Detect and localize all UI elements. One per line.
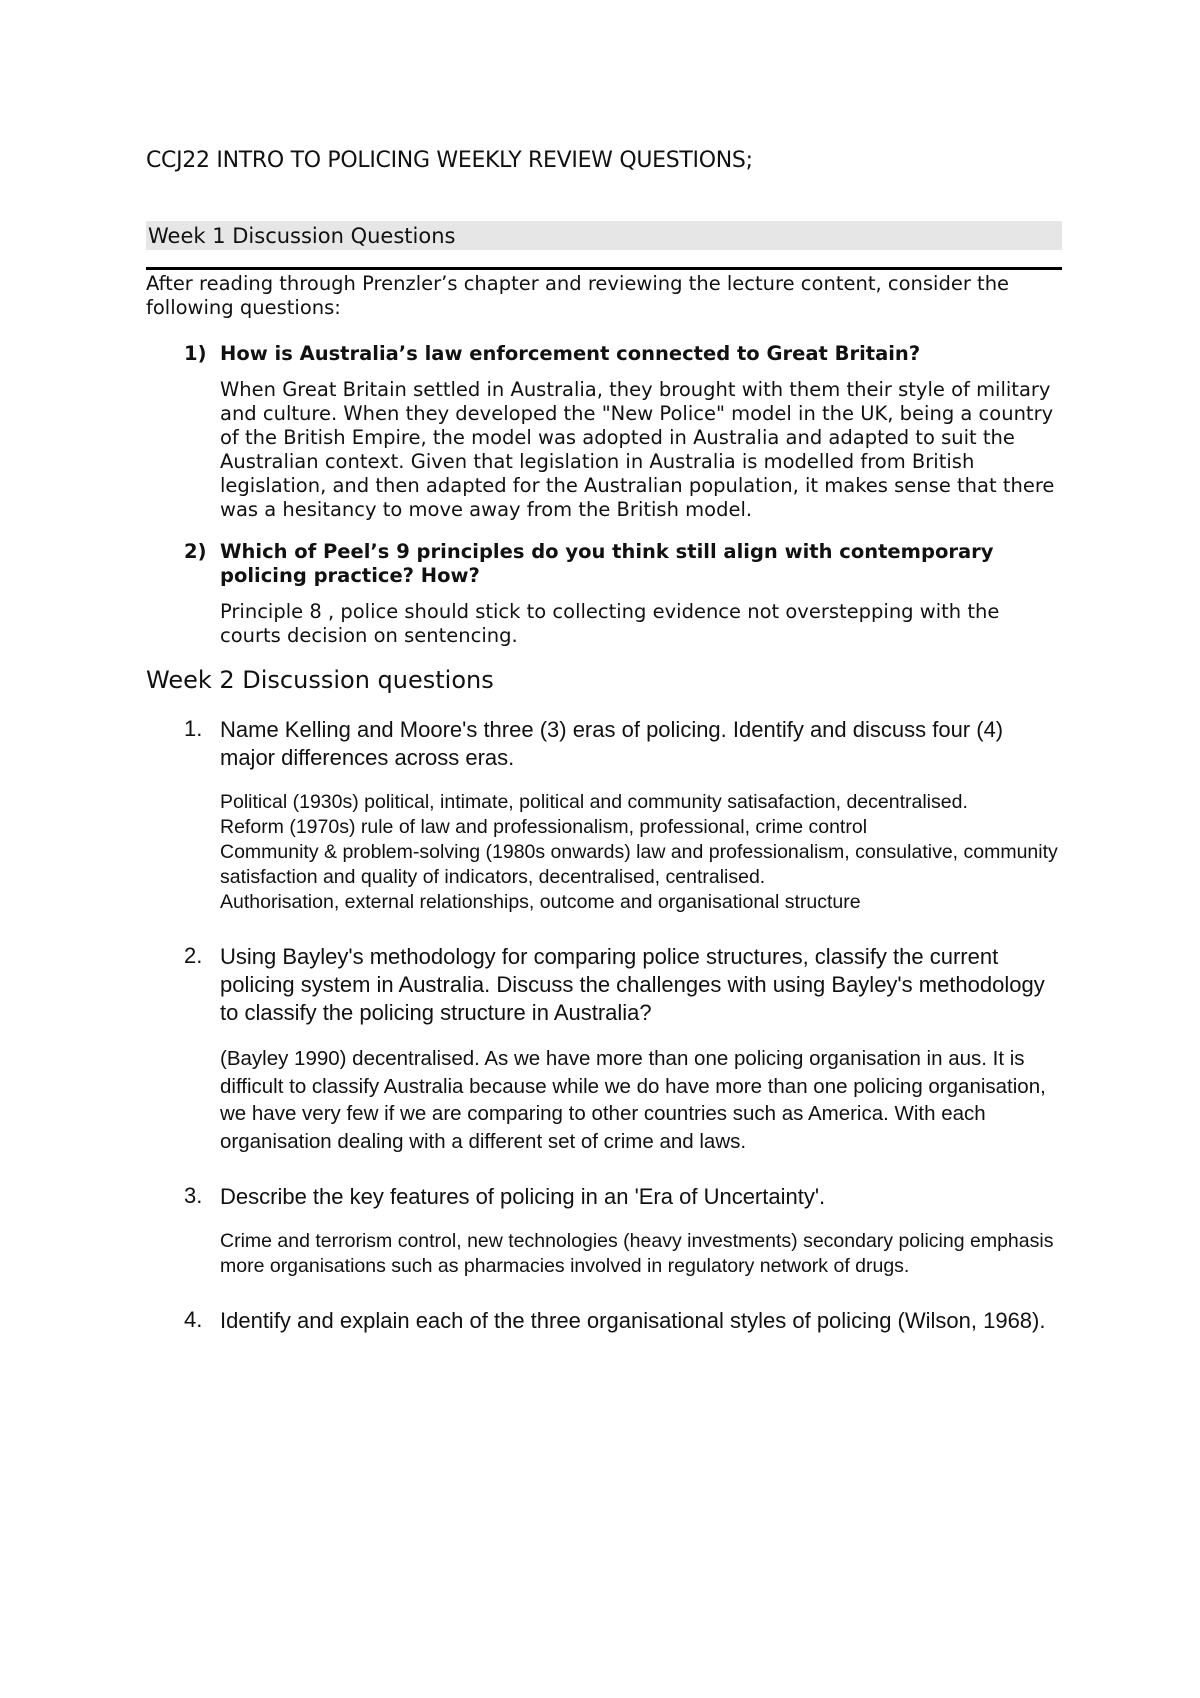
question-text: Using Bayley's methodology for comparing police structures, classify the current policing system in Australia. Discuss the challenges with using Bayley's methodology to classify the policing structure in Australia? <box>220 944 1045 1025</box>
answer-line: Crime and terrorism control, new technologies (heavy investments) secondary policing emphasis more organisations such as pharmacies involved in regulatory network of drugs. <box>220 1230 1054 1277</box>
answer-line: (Bayley 1990) decentralised. As we have more than one policing organisation in aus. It is difficult to classify Australia because while we do have more than one policing organisation, we have very few if we are comparing to other countries such as America. With each organisation dealing with a different set of crime and laws. <box>220 1047 1046 1153</box>
answer-line: Political (1930s) political, intimate, political and community satisafaction, decentralised. <box>220 791 968 813</box>
week2-heading: Week 2 Discussion questions <box>146 666 494 694</box>
week2-question-list <box>146 716 1062 1335</box>
question-number: 1) <box>184 342 207 365</box>
question-text: Identify and explain each of the three organisational styles of policing (Wilson, 1968). <box>220 1308 1046 1333</box>
heading-rule <box>146 267 1062 270</box>
question-text: Which of Peel’s 9 principles do you think still align with contemporary policing practice? How? <box>220 540 994 587</box>
week2-question-item <box>146 1307 1062 1335</box>
question-number: 4. <box>184 1307 203 1332</box>
question-number: 2. <box>184 943 203 968</box>
answer-line: Community & problem-solving (1980s onwards) law and professionalism, consulative, community satisfaction and quality of indicators, decentralised, centralised. <box>220 841 1058 888</box>
answer-block <box>220 1045 1062 1155</box>
answer-block <box>220 1229 1062 1279</box>
document-title: CCJ22 INTRO TO POLICING WEEKLY REVIEW QUESTIONS; <box>146 148 753 173</box>
question-number: 3. <box>184 1183 203 1208</box>
week1-question-item <box>146 540 1062 648</box>
answer-text: Principle 8 , police should stick to collecting evidence not overstepping with the courts decision on sentencing. <box>220 600 1000 647</box>
question-text: How is Australia’s law enforcement connected to Great Britain? <box>220 342 921 365</box>
document-page <box>146 148 1062 1353</box>
week1-question-list <box>146 342 1062 648</box>
week1-heading: Week 1 Discussion Questions <box>146 221 1062 250</box>
week1-intro: After reading through Prenzler’s chapter and reviewing the lecture content, consider the following questions: <box>146 272 1010 319</box>
week1-question-item <box>146 342 1062 522</box>
answer-line: Authorisation, external relationships, outcome and organisational structure <box>220 891 861 913</box>
answer-block <box>220 790 1062 915</box>
week2-question-item <box>146 716 1062 915</box>
week2-question-item <box>146 943 1062 1155</box>
question-text: Name Kelling and Moore's three (3) eras of policing. Identify and discuss four (4) major differences across eras. <box>220 717 1004 770</box>
question-text: Describe the key features of policing in an 'Era of Uncertainty'. <box>220 1184 826 1209</box>
question-number: 2) <box>184 540 207 563</box>
week2-question-item <box>146 1183 1062 1279</box>
question-number: 1. <box>184 716 203 741</box>
answer-line: Reform (1970s) rule of law and professionalism, professional, crime control <box>220 816 868 838</box>
answer-text: When Great Britain settled in Australia, they brought with them their style of military and culture. When they developed the "New Police" model in the UK, being a country of the British Empire, the model was adopted in Australia and adapted to suit the Australian context. Given that legislation in Australia is modelled from British legislation, and then adapted for the Australian population, it makes sense that there was a hesitancy to move away from the British model. <box>220 378 1055 521</box>
